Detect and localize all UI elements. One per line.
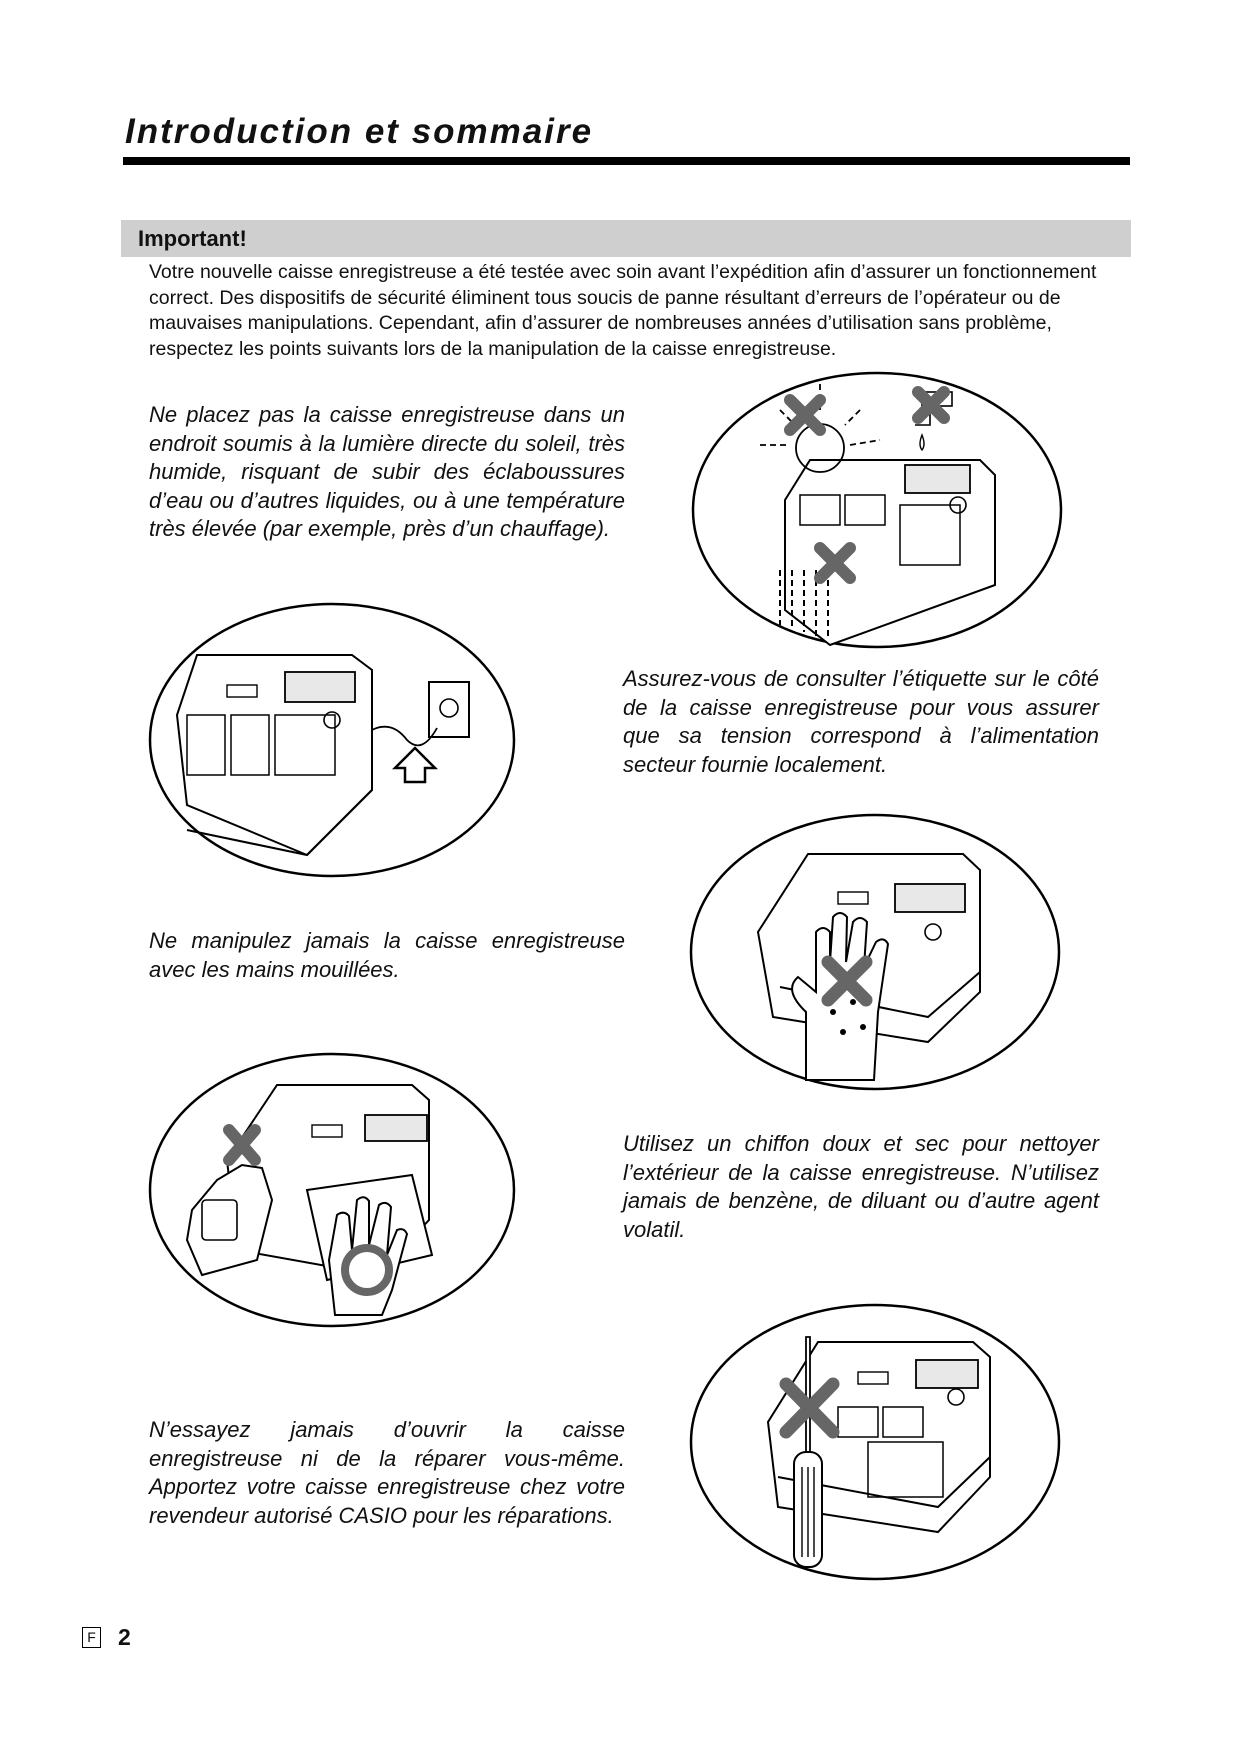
illustration-wet-hand bbox=[688, 812, 1062, 1092]
note-wet-hands: Ne manipulez jamais la caisse enregistreuse avec les mains mouillées. bbox=[149, 928, 625, 982]
illustration-power-outlet bbox=[147, 600, 517, 880]
note-cleaning: Utilisez un chiffon doux et sec pour nettoyer l’extérieur de la caisse enregistreuse. N’utilisez jamais de benzène, de diluant ou d’autre agent volatil. bbox=[623, 1131, 1099, 1242]
illustration-cleaning-cloth bbox=[147, 1050, 517, 1330]
page-title: Introduction et sommaire bbox=[125, 112, 594, 151]
language-mark: F bbox=[82, 1627, 101, 1648]
illustration-sun-water-heat bbox=[690, 370, 1064, 650]
important-label: Important! bbox=[138, 226, 247, 251]
note-sunlight-humidity: Ne placez pas la caisse enregistreuse dans un endroit soumis à la lumière directe du soleil, très humide, risquant de subir des éclaboussures d’eau ou d’autres liquides, ou à une température très élevée (par exemple, près d’un chauffage). bbox=[149, 402, 625, 541]
title-rule bbox=[123, 157, 1130, 165]
note-voltage-label: Assurez-vous de consulter l’étiquette sur le côté de la caisse enregistreuse pour vous assurer que sa tension correspond à l’alimentation secteur fournie localement. bbox=[623, 666, 1099, 777]
important-banner bbox=[121, 220, 1131, 257]
page-number: 2 bbox=[118, 1624, 131, 1650]
important-text: Votre nouvelle caisse enregistreuse a été testée avec soin avant l’expédition afin d’assurer un fonctionnement correct. Des dispositifs de sécurité éliminent tous soucis de panne résultant d’erreurs de l’opérateur ou de mauvaises manipulations. Cependant, afin d’assurer de nombreuses années d’utilisation sans problème, respectez les points suivants lors de la manipulation de la caisse enregistreuse. bbox=[149, 261, 1097, 360]
note-no-repair: N’essayez jamais d’ouvrir la caisse enregistreuse ni de la réparer vous-même. Apportez votre caisse enregistreuse chez votre revendeur autorisé CASIO pour les réparations. bbox=[149, 1417, 625, 1528]
illustration-screwdriver bbox=[688, 1302, 1062, 1582]
